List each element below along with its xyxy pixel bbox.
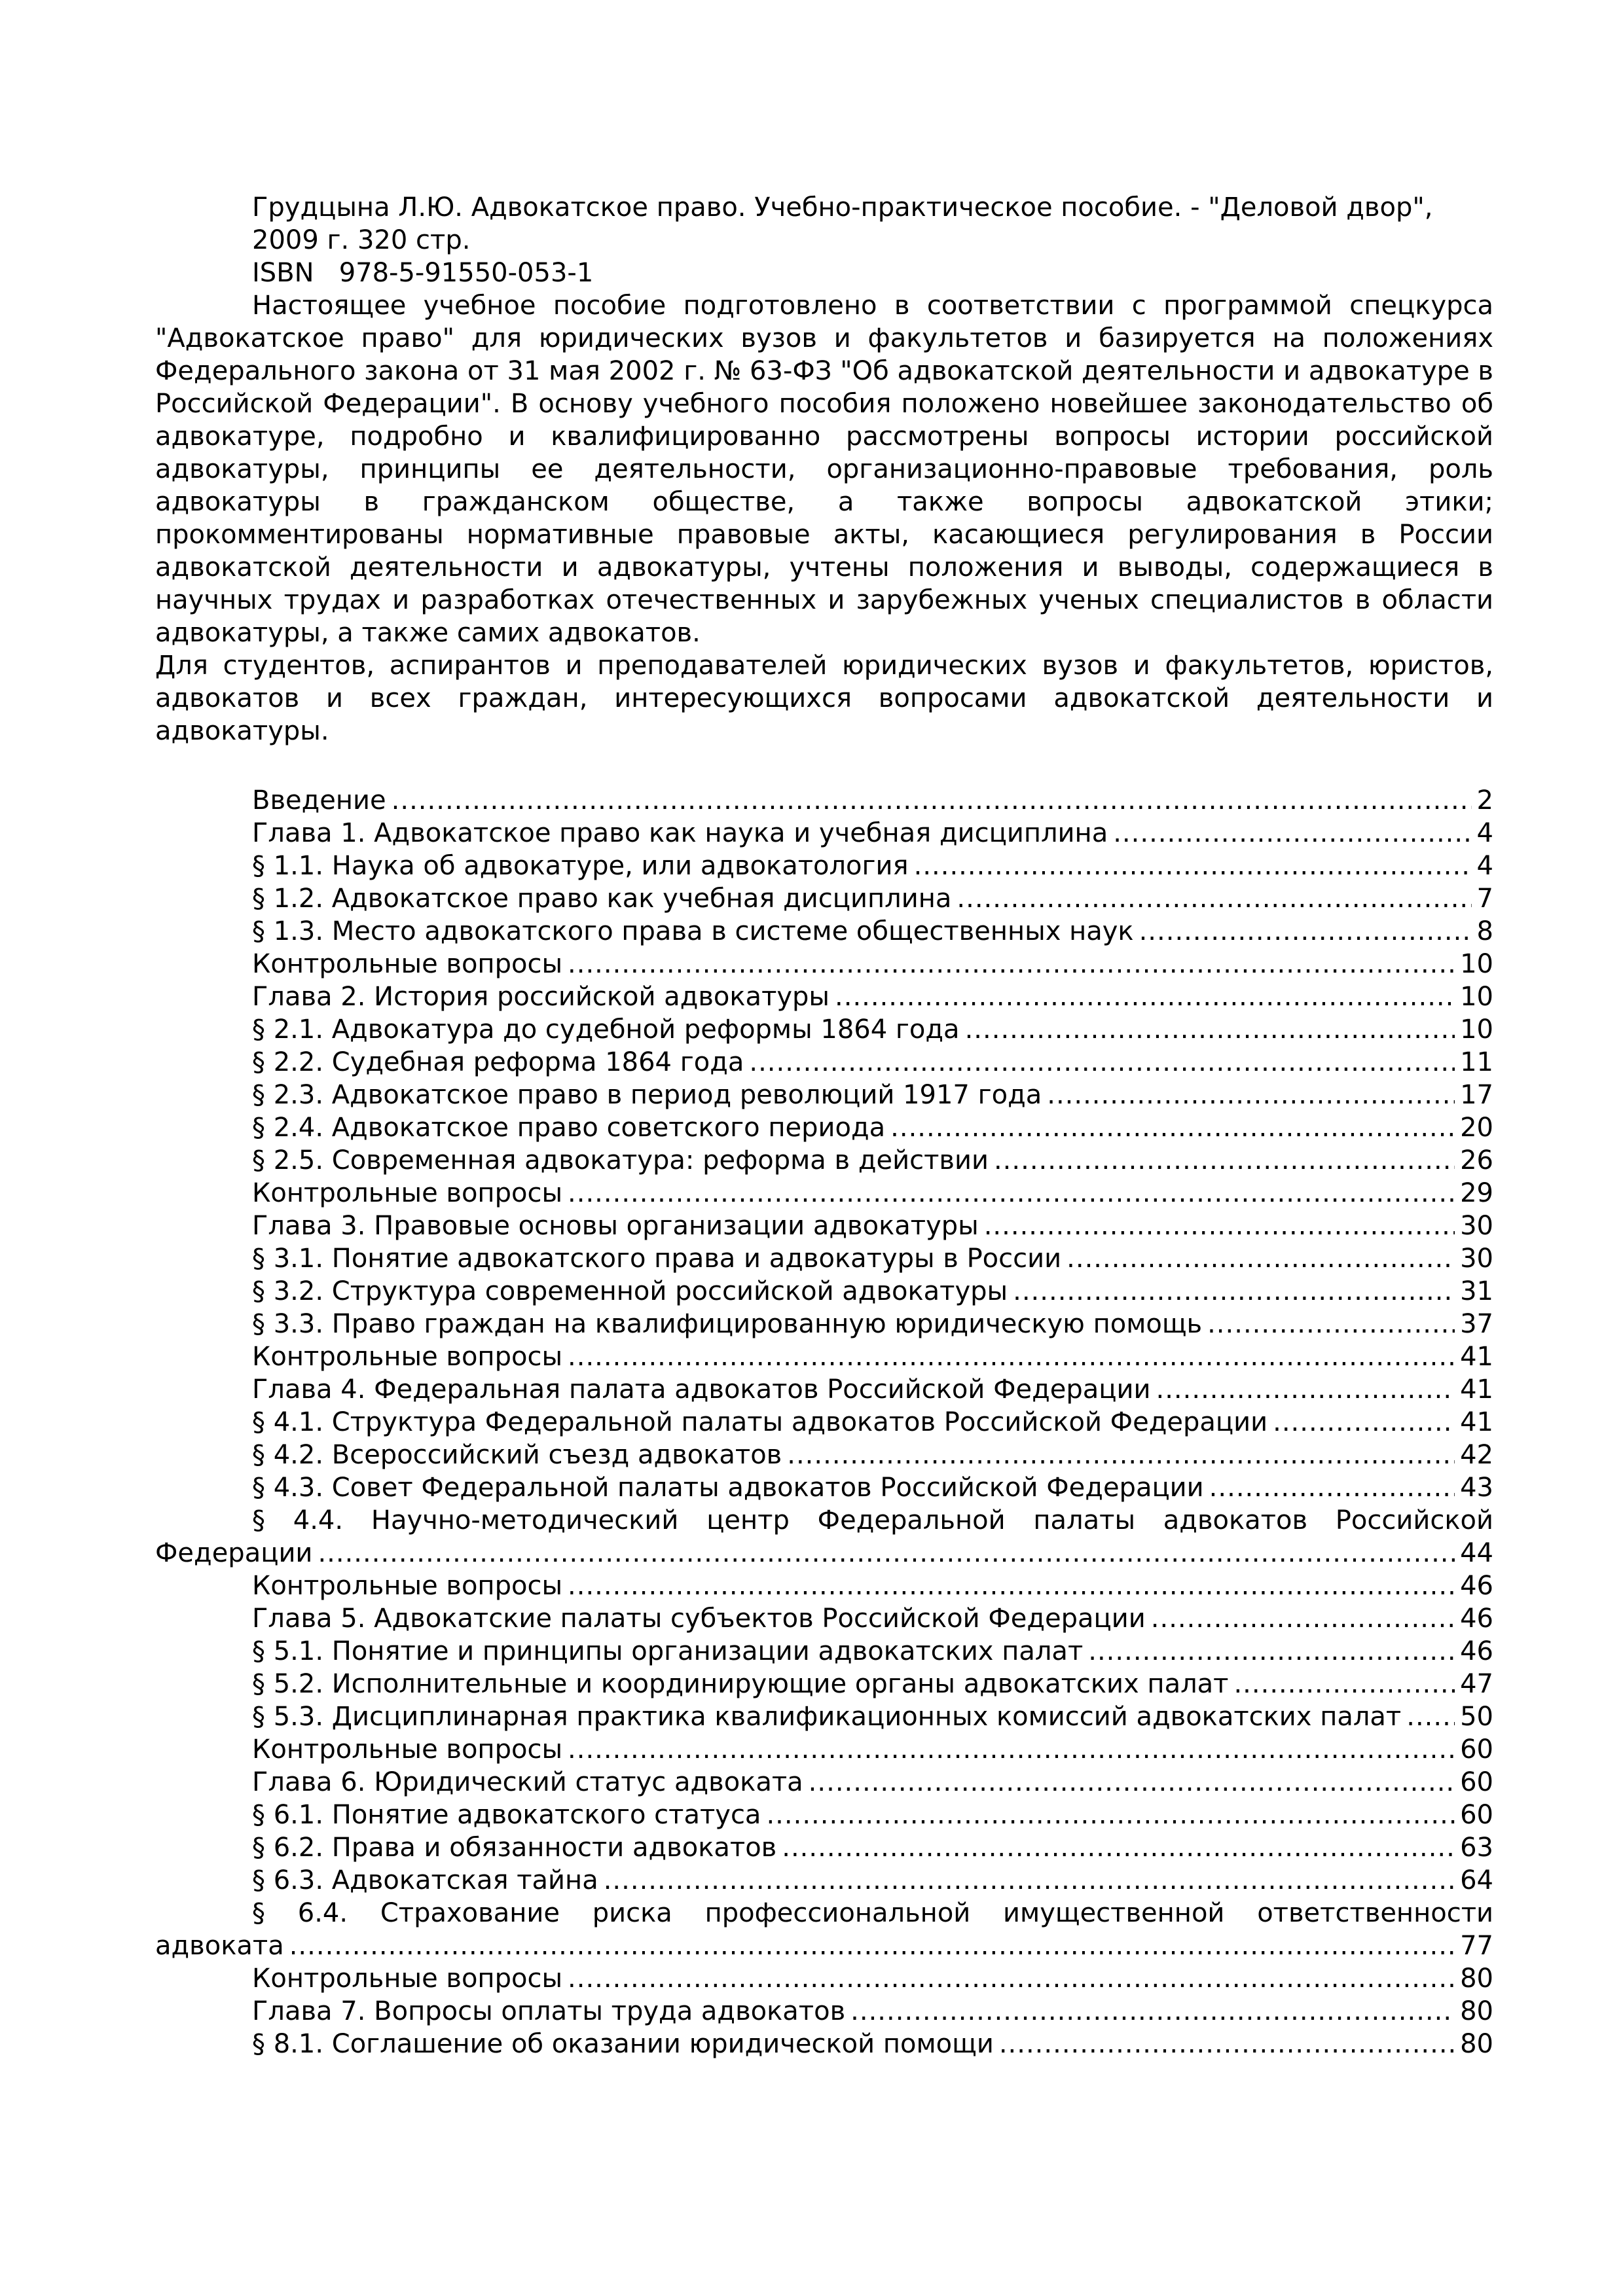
toc-entry[interactable] bbox=[155, 1766, 1493, 1799]
toc-leader-dots bbox=[914, 850, 1472, 882]
toc-entry-page: 30 bbox=[1460, 1244, 1493, 1274]
toc-entry-title: § 2.1. Адвокатура до судебной реформы 1864 года bbox=[252, 1014, 960, 1045]
toc-entry[interactable] bbox=[155, 1340, 1493, 1373]
toc-leader-dots bbox=[568, 1962, 1455, 1995]
toc-leader-dots bbox=[604, 1864, 1455, 1897]
toc-leader-dots bbox=[1273, 1406, 1455, 1439]
toc-entry-page: 47 bbox=[1460, 1669, 1493, 1699]
toc-entry-title: § 2.4. Адвокатское право советского периода bbox=[252, 1113, 886, 1143]
toc-leader-dots bbox=[994, 1144, 1455, 1177]
toc-entry-page: 31 bbox=[1460, 1276, 1493, 1306]
toc-entry-page: 4 bbox=[1476, 818, 1493, 848]
toc-entry-page: 10 bbox=[1460, 982, 1493, 1012]
toc-leader-dots bbox=[965, 1013, 1455, 1046]
toc-entry-title: Контрольные вопросы bbox=[252, 1734, 563, 1765]
toc-entry[interactable] bbox=[155, 1144, 1493, 1177]
toc-entry-page: 17 bbox=[1460, 1080, 1493, 1110]
toc-entry-page: 46 bbox=[1460, 1604, 1493, 1634]
toc-leader-dots bbox=[1088, 1635, 1455, 1668]
toc-leader-dots bbox=[782, 1831, 1455, 1864]
toc-entry-page: 44 bbox=[1460, 1538, 1493, 1568]
toc-section-3 bbox=[155, 1962, 1493, 2060]
toc-entry[interactable] bbox=[155, 1373, 1493, 1406]
toc-entry[interactable] bbox=[155, 1799, 1493, 1831]
toc-entry-title: Глава 3. Правовые основы организации адвокатуры bbox=[252, 1211, 979, 1241]
toc-entry-page: 63 bbox=[1460, 1833, 1493, 1863]
toc-entry-title: Контрольные вопросы bbox=[252, 1178, 563, 1208]
toc-leader-dots bbox=[289, 1929, 1455, 1962]
toc-leader-dots bbox=[890, 1111, 1455, 1144]
toc-entry-title: Контрольные вопросы bbox=[252, 1342, 563, 1372]
toc-leader-dots bbox=[1013, 1275, 1455, 1308]
toc-entry-page: 7 bbox=[1476, 884, 1493, 914]
toc-entry[interactable] bbox=[155, 1668, 1493, 1700]
toc-leader-dots bbox=[318, 1537, 1455, 1570]
toc-entry[interactable] bbox=[155, 1439, 1493, 1471]
toc-leader-dots bbox=[568, 1733, 1455, 1766]
toc-entry-title: Глава 2. История российской адвокатуры bbox=[252, 982, 830, 1012]
toc-entry[interactable] bbox=[155, 1733, 1493, 1766]
toc-leader-dots bbox=[749, 1046, 1455, 1079]
toc-leader-dots bbox=[568, 1340, 1455, 1373]
toc-entry[interactable] bbox=[155, 1700, 1493, 1733]
toc-entry-page: 80 bbox=[1460, 1996, 1493, 2026]
toc-entry-page: 42 bbox=[1460, 1440, 1493, 1470]
toc-leader-dots bbox=[1067, 1242, 1455, 1275]
toc-entry-title: Введение bbox=[252, 785, 386, 816]
toc-entry[interactable] bbox=[155, 1079, 1493, 1111]
toc-entry[interactable] bbox=[155, 1177, 1493, 1210]
toc-entry-title: Контрольные вопросы bbox=[252, 1964, 563, 1994]
toc-leader-dots bbox=[766, 1799, 1455, 1831]
toc-entry[interactable] bbox=[155, 1831, 1493, 1864]
toc-leader-dots bbox=[1156, 1373, 1455, 1406]
toc-leader-dots bbox=[568, 1570, 1455, 1602]
toc-section-1 bbox=[155, 784, 1493, 1504]
toc-leader-dots bbox=[1139, 915, 1472, 948]
toc-entry-title: § 2.2. Судебная реформа 1864 года bbox=[252, 1047, 744, 1077]
toc-entry-title: § 1.1. Наука об адвокатуре, или адвокатология bbox=[252, 851, 909, 881]
toc-leader-dots bbox=[568, 948, 1455, 980]
toc-entry-page: 46 bbox=[1460, 1636, 1493, 1666]
toc-entry[interactable] bbox=[155, 1275, 1493, 1308]
toc-entry-title: Глава 6. Юридический статус адвоката bbox=[252, 1767, 803, 1797]
toc-leader-dots bbox=[850, 1995, 1455, 2028]
toc-leader-dots bbox=[1047, 1079, 1455, 1111]
toc-entry-page: 30 bbox=[1460, 1211, 1493, 1241]
toc-entry-page: 41 bbox=[1460, 1342, 1493, 1372]
toc-entry-page: 41 bbox=[1460, 1374, 1493, 1405]
toc-leader-dots bbox=[809, 1766, 1455, 1799]
toc-entry-title: Глава 5. Адвокатские палаты субъектов Российской Федерации bbox=[252, 1604, 1146, 1634]
toc-entry-page: 41 bbox=[1460, 1407, 1493, 1437]
toc-leader-dots bbox=[1207, 1308, 1455, 1340]
toc-entry[interactable] bbox=[155, 980, 1493, 1013]
toc-leader-dots bbox=[1151, 1602, 1455, 1635]
toc-entry-page: 50 bbox=[1460, 1702, 1493, 1732]
toc-entry-page: 80 bbox=[1460, 2029, 1493, 2059]
toc-leader-dots bbox=[957, 882, 1471, 915]
toc-entry[interactable] bbox=[155, 1471, 1493, 1504]
toc-entry-title: § 5.1. Понятие и принципы организации адвокатских палат bbox=[252, 1636, 1084, 1666]
toc-entry-title: § 5.2. Исполнительные и координирующие органы адвокатских палат bbox=[252, 1669, 1229, 1699]
toc-leader-dots bbox=[787, 1439, 1455, 1471]
toc-entry[interactable] bbox=[155, 850, 1493, 882]
toc-entry[interactable] bbox=[155, 1013, 1493, 1046]
toc-leader-dots bbox=[835, 980, 1455, 1013]
toc-leader-dots bbox=[1406, 1700, 1455, 1733]
toc-entry-page: 60 bbox=[1460, 1800, 1493, 1830]
toc-entry-title-cont: Федерации bbox=[155, 1538, 313, 1568]
toc-entry-title: § 4.3. Совет Федеральной палаты адвокатов Российской Федерации bbox=[252, 1473, 1204, 1503]
toc-entry-page: 4 bbox=[1476, 851, 1493, 881]
toc-leader-dots bbox=[1209, 1471, 1455, 1504]
toc-entry-title: § 1.2. Адвокатское право как учебная дисциплина bbox=[252, 884, 952, 914]
toc-entry-page: 77 bbox=[1460, 1931, 1493, 1961]
toc-entry-page: 64 bbox=[1460, 1865, 1493, 1895]
toc-entry-title: § 6.1. Понятие адвокатского статуса bbox=[252, 1800, 761, 1830]
toc-entry-title: Глава 1. Адвокатское право как наука и учебная дисциплина bbox=[252, 818, 1108, 848]
toc-leader-dots bbox=[392, 784, 1472, 817]
toc-leader-dots bbox=[999, 2028, 1455, 2060]
toc-entry-title: § 6.2. Права и обязанности адвокатов bbox=[252, 1833, 777, 1863]
toc-entry[interactable] bbox=[155, 1242, 1493, 1275]
toc-entry-title: § 6.3. Адвокатская тайна bbox=[252, 1865, 598, 1895]
isbn: ISBN 978-5-91550-053-1 bbox=[252, 258, 594, 288]
abstract-paragraph: Настоящее учебное пособие подготовлено в соответствии с программой спецкурса "Адвокатское право" для юридических вузов и факультетов и базируется на положениях Федерального закона от 31 мая 2002 г. № 63-ФЗ "Об адвокатской деятельности и адвокатуре в Российской Федерации". В основу учебного пособия положено новейшее законодательство об адвокатуре, подробно и квалифицированно рассмотрены вопросы истории российской адвокатуры, принципы ее деятельности, организационно-правовые требования, роль адвокатуры в гражданском обществе, а также вопросы адвокатской этики; прокомментированы нормативные правовые акты, касающиеся регулирования в России адвокатской деятельности и адвокатуры, учтены положения и выводы, содержащиеся в научных трудах и разработках отечественных и зарубежных ученых специалистов в области адвокатуры, а также самих адвокатов. bbox=[155, 291, 1493, 648]
toc-entry-title: § 3.2. Структура современной российской адвокатуры bbox=[252, 1276, 1008, 1306]
toc-entry[interactable] bbox=[155, 1570, 1493, 1602]
toc-entry-title: § 2.5. Современная адвокатура: реформа в действии bbox=[252, 1145, 989, 1175]
toc-entry-title: § 6.4. Страхование риска профессиональной имущественной ответственности bbox=[252, 1898, 1493, 1928]
audience-paragraph: Для студентов, аспирантов и преподавателей юридических вузов и факультетов, юристов, адвокатов и всех граждан, интересующихся вопросами адвокатской деятельности и адвокатуры. bbox=[155, 651, 1493, 746]
toc-leader-dots bbox=[1233, 1668, 1455, 1700]
toc-entry-page: 10 bbox=[1460, 1014, 1493, 1045]
toc-entry[interactable] bbox=[155, 1864, 1493, 1897]
toc-entry-page: 11 bbox=[1460, 1047, 1493, 1077]
toc-entry-title: § 1.3. Место адвокатского права в системе общественных наук bbox=[252, 916, 1134, 946]
toc-entry-page: 60 bbox=[1460, 1734, 1493, 1765]
table-of-contents bbox=[155, 784, 1493, 2060]
toc-entry[interactable] bbox=[155, 948, 1493, 980]
toc-entry-title: § 4.1. Структура Федеральной палаты адвокатов Российской Федерации bbox=[252, 1407, 1268, 1437]
toc-entry-wrapped[interactable] bbox=[155, 1504, 1493, 1570]
toc-entry[interactable] bbox=[155, 1962, 1493, 1995]
toc-entry[interactable] bbox=[155, 1210, 1493, 1242]
toc-entry[interactable] bbox=[155, 1635, 1493, 1668]
toc-entry-title: § 3.3. Право граждан на квалифицированную юридическую помощь bbox=[252, 1309, 1203, 1339]
toc-entry-page: 29 bbox=[1460, 1178, 1493, 1208]
toc-entry-title: § 2.3. Адвокатское право в период революций 1917 года bbox=[252, 1080, 1042, 1110]
toc-entry-page: 37 bbox=[1460, 1309, 1493, 1339]
citation-line-continued: 2009 г. 320 стр. bbox=[252, 225, 471, 255]
toc-entry[interactable] bbox=[155, 784, 1493, 817]
toc-entry[interactable] bbox=[155, 1111, 1493, 1144]
toc-entry-page: 26 bbox=[1460, 1145, 1493, 1175]
toc-entry-title-cont: адвоката bbox=[155, 1931, 284, 1961]
toc-entry[interactable] bbox=[155, 1406, 1493, 1439]
toc-entry-page: 10 bbox=[1460, 949, 1493, 979]
toc-entry-page: 60 bbox=[1460, 1767, 1493, 1797]
toc-section-2 bbox=[155, 1570, 1493, 1897]
toc-entry[interactable] bbox=[155, 1308, 1493, 1340]
toc-entry-title: Контрольные вопросы bbox=[252, 949, 563, 979]
toc-entry[interactable] bbox=[155, 1046, 1493, 1079]
citation-line: Грудцына Л.Ю. Адвокатское право. Учебно-практическое пособие. - "Деловой двор", bbox=[252, 192, 1433, 223]
toc-entry-title: § 3.1. Понятие адвокатского права и адвокатуры в России bbox=[252, 1244, 1062, 1274]
toc-entry-title: § 8.1. Соглашение об оказании юридической помощи bbox=[252, 2029, 994, 2059]
toc-leader-dots bbox=[984, 1210, 1455, 1242]
toc-entry-title: Контрольные вопросы bbox=[252, 1571, 563, 1601]
toc-entry[interactable] bbox=[155, 2028, 1493, 2060]
toc-entry-title: § 5.3. Дисциплинарная практика квалификационных комиссий адвокатских палат bbox=[252, 1702, 1402, 1732]
toc-entry-page: 2 bbox=[1476, 785, 1493, 816]
toc-entry-page: 20 bbox=[1460, 1113, 1493, 1143]
toc-entry-page: 46 bbox=[1460, 1571, 1493, 1601]
toc-entry-title: Глава 7. Вопросы оплаты труда адвокатов bbox=[252, 1996, 846, 2026]
toc-entry-page: 80 bbox=[1460, 1964, 1493, 1994]
toc-entry-wrapped[interactable] bbox=[155, 1897, 1493, 1962]
toc-entry[interactable] bbox=[155, 915, 1493, 948]
toc-leader-dots bbox=[568, 1177, 1455, 1210]
toc-entry[interactable] bbox=[155, 1602, 1493, 1635]
toc-entry-title: § 4.4. Научно-методический центр Федеральной палаты адвокатов Российской bbox=[252, 1505, 1493, 1535]
toc-entry-page: 8 bbox=[1476, 916, 1493, 946]
toc-entry-title: § 4.2. Всероссийский съезд адвокатов bbox=[252, 1440, 782, 1470]
toc-entry[interactable] bbox=[155, 882, 1493, 915]
toc-entry[interactable] bbox=[155, 1995, 1493, 2028]
book-description bbox=[155, 191, 1493, 747]
toc-entry[interactable] bbox=[155, 817, 1493, 850]
toc-leader-dots bbox=[1113, 817, 1471, 850]
toc-entry-title: Глава 4. Федеральная палата адвокатов Российской Федерации bbox=[252, 1374, 1151, 1405]
toc-entry-page: 43 bbox=[1460, 1473, 1493, 1503]
